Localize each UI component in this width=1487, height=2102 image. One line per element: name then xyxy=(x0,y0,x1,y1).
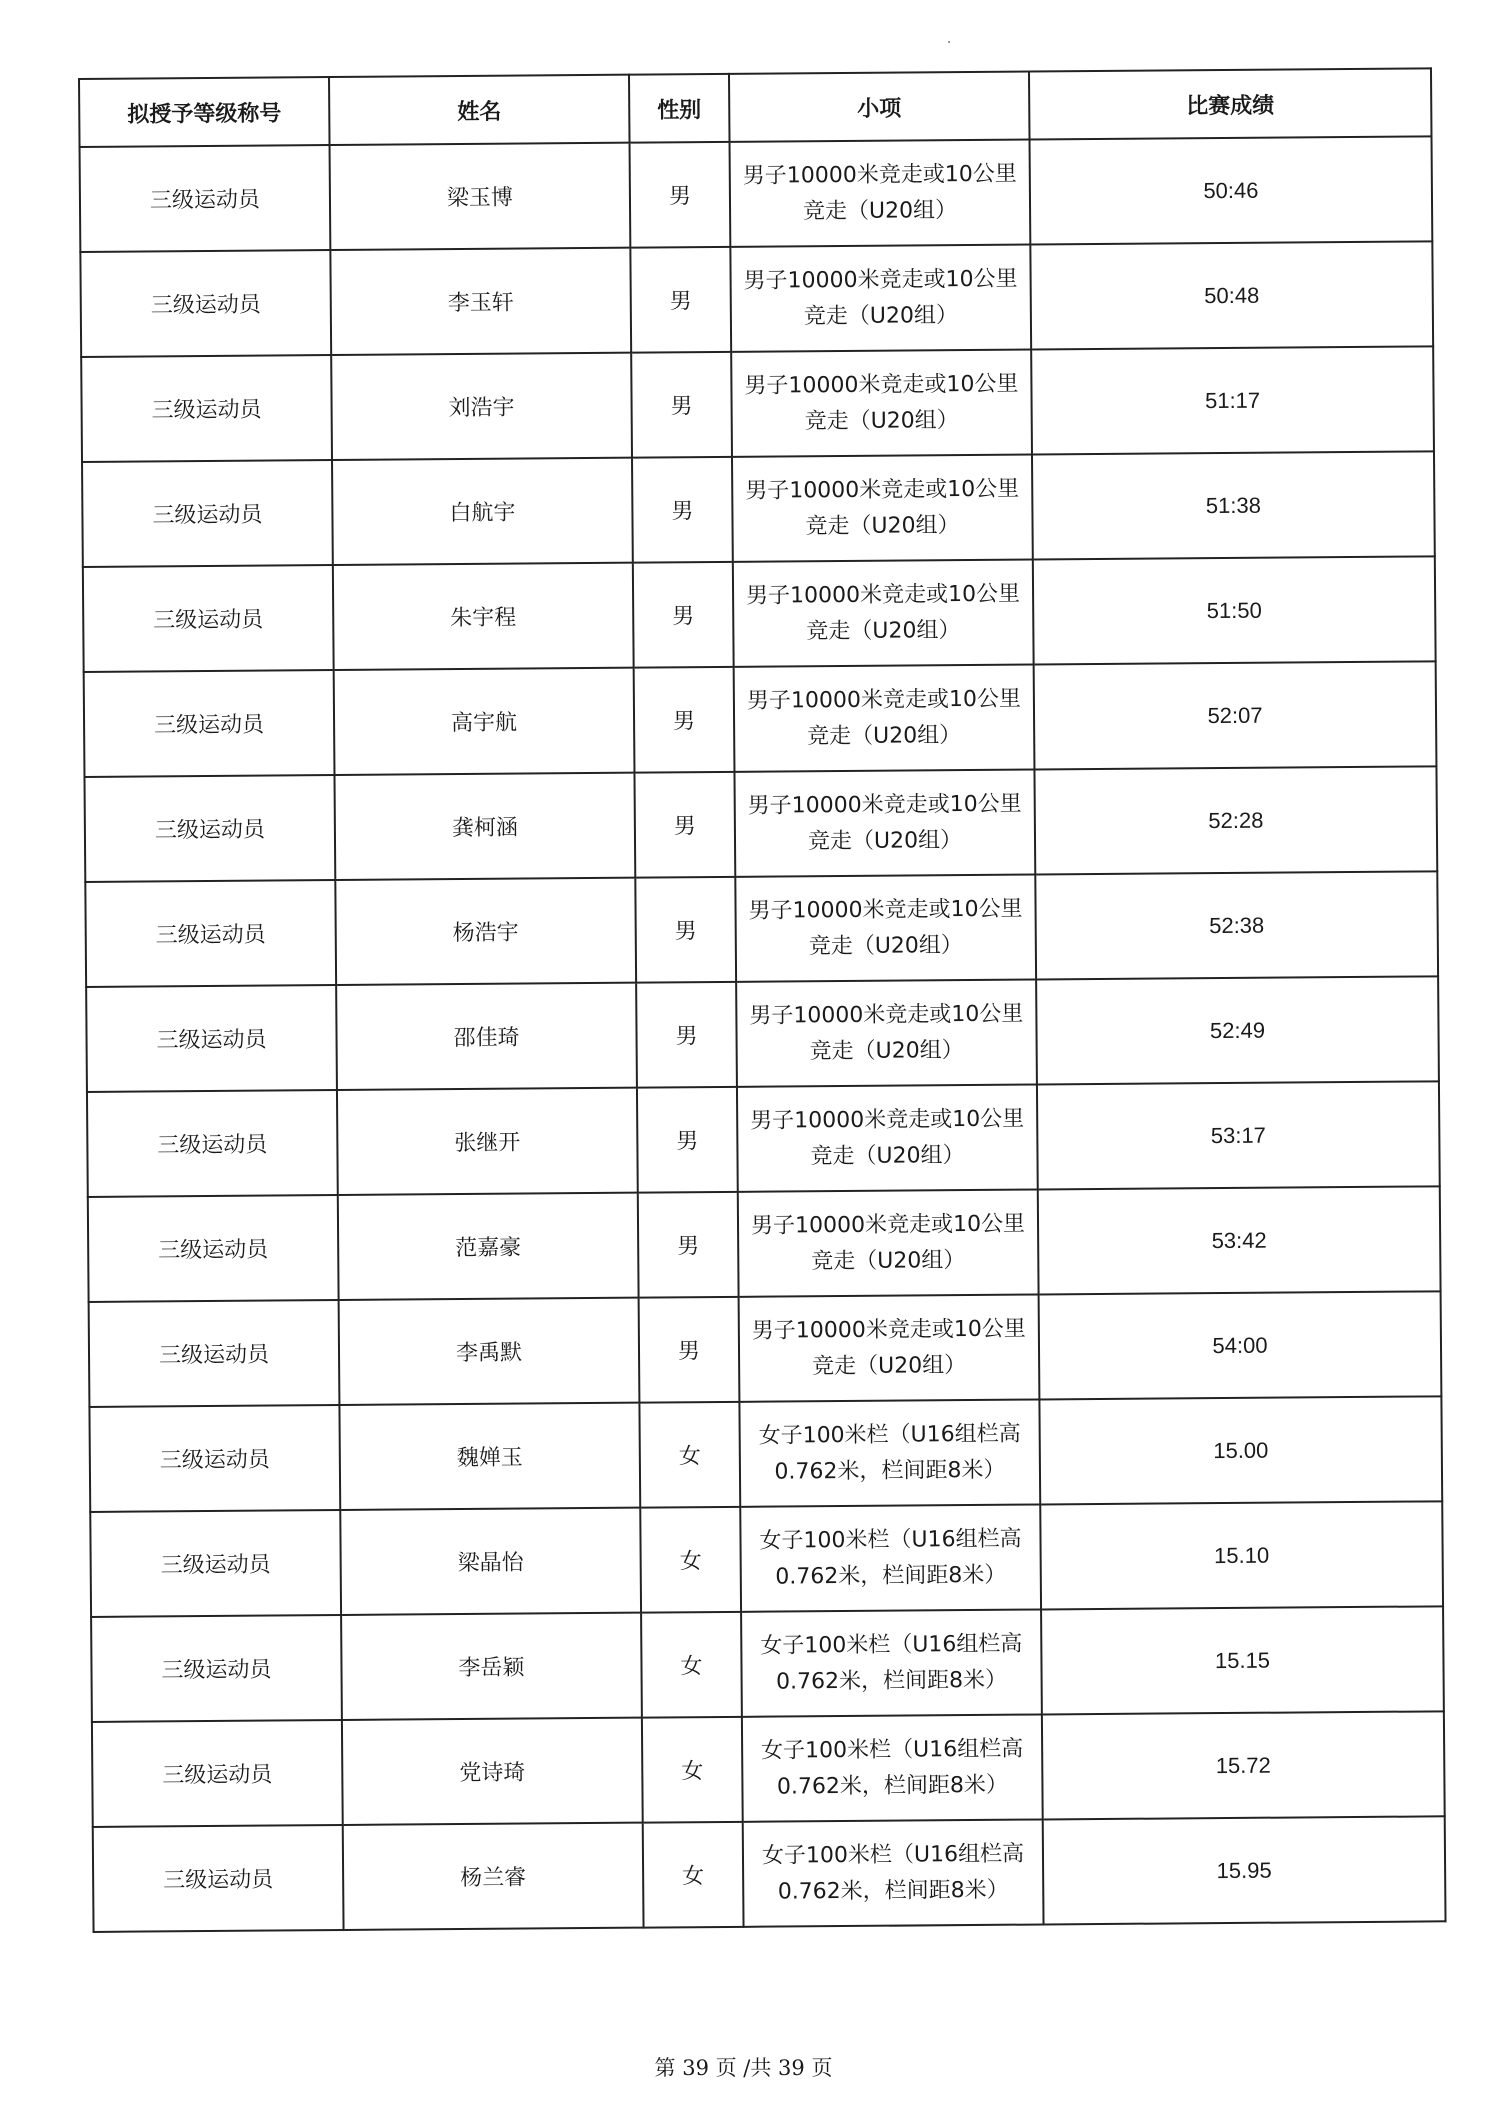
event-line-1: 男子10000米竞走或10公里 xyxy=(742,161,1017,190)
cell-level: 三级运动员 xyxy=(80,250,331,357)
cell-score: 52:07 xyxy=(1034,661,1437,769)
cell-score: 51:17 xyxy=(1031,346,1434,454)
cell-name: 邵佳琦 xyxy=(336,983,637,1090)
cell-event xyxy=(741,1609,1042,1716)
cell-level: 三级运动员 xyxy=(84,670,335,777)
cell-gender: 男 xyxy=(639,1297,740,1403)
event-line-2: 竞走（U20组） xyxy=(804,407,959,434)
event-line-1: 男子10000米竞走或10公里 xyxy=(749,1001,1024,1030)
cell-score: 50:46 xyxy=(1030,136,1433,244)
cell-name: 李禹默 xyxy=(339,1298,640,1405)
event-line-2: 竞走（U20组） xyxy=(805,512,960,539)
event-line-2: 竞走（U20组） xyxy=(809,1037,964,1064)
event-line-1: 女子100米栏（U16组栏高 xyxy=(760,1631,1023,1660)
cell-gender: 男 xyxy=(631,352,732,458)
cell-gender: 男 xyxy=(637,1087,738,1193)
event-line-1: 男子10000米竞走或10公里 xyxy=(748,896,1023,925)
cell-score: 52:28 xyxy=(1034,766,1437,874)
event-line-2: 竞走（U20组） xyxy=(808,932,963,959)
cell-level: 三级运动员 xyxy=(87,1090,338,1197)
event-line-2: 0.762米，栏间距8米） xyxy=(774,1457,1006,1485)
table-row xyxy=(85,871,1438,987)
cell-gender: 女 xyxy=(642,1717,743,1823)
event-line-1: 男子10000米竞走或10公里 xyxy=(746,686,1021,715)
event-line-1: 男子10000米竞走或10公里 xyxy=(750,1106,1025,1135)
cell-level: 三级运动员 xyxy=(81,355,332,462)
cell-name: 高宇航 xyxy=(334,668,635,775)
event-line-1: 女子100米栏（U16组栏高 xyxy=(759,1526,1022,1555)
cell-gender: 男 xyxy=(630,142,731,248)
cell-score: 54:00 xyxy=(1039,1291,1442,1399)
table-row xyxy=(87,1081,1440,1197)
cell-name: 龚柯涵 xyxy=(334,773,635,880)
cell-gender: 男 xyxy=(638,1192,739,1298)
event-line-2: 竞走（U20组） xyxy=(810,1142,965,1169)
table-row xyxy=(89,1396,1442,1512)
header-name: 姓名 xyxy=(329,75,630,145)
table-row xyxy=(80,136,1433,252)
page-number: 第 39 页 /共 39 页 xyxy=(654,2056,833,2080)
header-event: 小项 xyxy=(729,72,1030,142)
athlete-results-table xyxy=(78,67,1447,1933)
cell-gender: 男 xyxy=(634,772,735,878)
cell-score: 51:50 xyxy=(1033,556,1436,664)
event-line-2: 竞走（U20组） xyxy=(802,197,958,224)
cell-name: 范嘉豪 xyxy=(338,1193,639,1300)
event-line-2: 竞走（U20组） xyxy=(803,302,959,329)
event-line-2: 0.762米，栏间距8米） xyxy=(777,1877,1009,1905)
cell-gender: 男 xyxy=(636,982,737,1088)
table-row xyxy=(80,241,1433,357)
cell-score: 52:38 xyxy=(1035,871,1438,979)
cell-event xyxy=(735,875,1036,982)
event-line-2: 竞走（U20组） xyxy=(806,617,961,644)
cell-event xyxy=(731,350,1032,457)
cell-event xyxy=(739,1399,1040,1506)
event-line-2: 0.762米，栏间距8米） xyxy=(776,1667,1008,1695)
header-score: 比赛成绩 xyxy=(1029,68,1432,139)
event-line-1: 男子10000米竞走或10公里 xyxy=(751,1316,1026,1345)
cell-name: 李岳颖 xyxy=(341,1613,642,1720)
table-row xyxy=(92,1711,1445,1827)
cell-name: 张继开 xyxy=(337,1088,638,1195)
cell-name: 杨兰睿 xyxy=(343,1823,644,1930)
cell-level: 三级运动员 xyxy=(91,1615,342,1722)
table-row xyxy=(86,976,1439,1092)
event-line-1: 男子10000米竞走或10公里 xyxy=(743,266,1018,295)
cell-score: 15.00 xyxy=(1039,1396,1442,1504)
scan-speck xyxy=(948,41,950,43)
cell-event xyxy=(742,1714,1043,1821)
cell-score: 53:17 xyxy=(1037,1081,1440,1189)
cell-name: 刘浩宇 xyxy=(331,353,632,460)
cell-gender: 男 xyxy=(633,562,734,668)
table-body xyxy=(80,136,1446,1932)
cell-event xyxy=(740,1504,1041,1611)
cell-score: 52:49 xyxy=(1036,976,1439,1084)
cell-gender: 男 xyxy=(632,457,733,563)
cell-level: 三级运动员 xyxy=(89,1300,340,1407)
cell-gender: 男 xyxy=(634,667,735,773)
cell-level: 三级运动员 xyxy=(92,1720,343,1827)
cell-level: 三级运动员 xyxy=(80,145,331,252)
cell-level: 三级运动员 xyxy=(93,1825,344,1932)
header-level: 拟授予等级称号 xyxy=(79,77,330,147)
table-row xyxy=(82,451,1435,567)
cell-name: 党诗琦 xyxy=(342,1718,643,1825)
cell-score: 15.10 xyxy=(1040,1501,1443,1609)
header-gender: 性别 xyxy=(629,74,730,143)
table-row xyxy=(90,1501,1443,1617)
table-row xyxy=(84,766,1437,882)
cell-name: 杨浩宇 xyxy=(335,878,636,985)
cell-score: 15.15 xyxy=(1041,1606,1444,1714)
table-header-row xyxy=(79,68,1431,147)
event-line-1: 男子10000米竞走或10公里 xyxy=(744,371,1019,400)
event-line-1: 男子10000米竞走或10公里 xyxy=(750,1211,1026,1240)
table-row xyxy=(91,1606,1444,1722)
event-line-2: 0.762米，栏间距8米） xyxy=(776,1772,1009,1800)
event-line-1: 男子10000米竞走或10公里 xyxy=(745,476,1020,505)
cell-level: 三级运动员 xyxy=(86,985,337,1092)
cell-event xyxy=(743,1819,1044,1926)
cell-name: 梁玉博 xyxy=(330,143,631,250)
table-row xyxy=(81,346,1434,462)
cell-level: 三级运动员 xyxy=(83,565,334,672)
table-row xyxy=(88,1186,1441,1302)
cell-score: 51:38 xyxy=(1032,451,1435,559)
event-line-1: 女子100米栏（U16组栏高 xyxy=(758,1421,1021,1450)
cell-level: 三级运动员 xyxy=(84,775,335,882)
cell-score: 15.95 xyxy=(1043,1816,1446,1924)
event-line-1: 男子10000米竞走或10公里 xyxy=(747,791,1022,820)
table-row xyxy=(93,1816,1446,1932)
cell-score: 50:48 xyxy=(1030,241,1433,349)
cell-event xyxy=(734,770,1035,877)
table-row xyxy=(83,556,1436,672)
event-line-1: 男子10000米竞走或10公里 xyxy=(745,581,1021,610)
cell-event xyxy=(737,1084,1038,1191)
cell-gender: 女 xyxy=(640,1507,741,1613)
cell-level: 三级运动员 xyxy=(89,1405,340,1512)
cell-event xyxy=(738,1189,1039,1296)
table-row xyxy=(89,1291,1442,1407)
event-line-1: 女子100米栏（U16组栏高 xyxy=(761,1841,1025,1869)
cell-gender: 男 xyxy=(630,247,731,353)
cell-gender: 女 xyxy=(639,1402,740,1508)
cell-event xyxy=(732,455,1033,562)
event-line-2: 竞走（U20组） xyxy=(807,827,963,854)
cell-gender: 男 xyxy=(635,877,736,983)
cell-event xyxy=(730,245,1031,352)
table-row xyxy=(84,661,1437,777)
cell-gender: 女 xyxy=(641,1612,742,1718)
event-line-2: 竞走（U20组） xyxy=(811,1247,966,1274)
cell-score: 15.72 xyxy=(1042,1711,1445,1819)
cell-score: 53:42 xyxy=(1038,1186,1441,1294)
event-line-2: 竞走（U20组） xyxy=(807,722,962,749)
cell-level: 三级运动员 xyxy=(85,880,336,987)
event-line-1: 女子100米栏（U16组栏高 xyxy=(761,1736,1024,1764)
cell-name: 李玉轩 xyxy=(330,248,631,355)
event-line-2: 竞走（U20组） xyxy=(811,1352,967,1379)
cell-name: 梁晶怡 xyxy=(340,1508,641,1615)
cell-event xyxy=(733,560,1034,667)
cell-level: 三级运动员 xyxy=(82,460,333,567)
cell-event xyxy=(739,1294,1040,1401)
cell-name: 白航宇 xyxy=(332,458,633,565)
cell-name: 朱宇程 xyxy=(333,563,634,670)
cell-gender: 女 xyxy=(643,1822,744,1928)
event-line-2: 0.762米，栏间距8米） xyxy=(775,1562,1007,1590)
cell-level: 三级运动员 xyxy=(88,1195,339,1302)
cell-event xyxy=(734,665,1035,772)
cell-event xyxy=(730,140,1031,247)
cell-event xyxy=(736,980,1037,1087)
cell-name: 魏婵玉 xyxy=(339,1403,640,1510)
cell-level: 三级运动员 xyxy=(90,1510,341,1617)
